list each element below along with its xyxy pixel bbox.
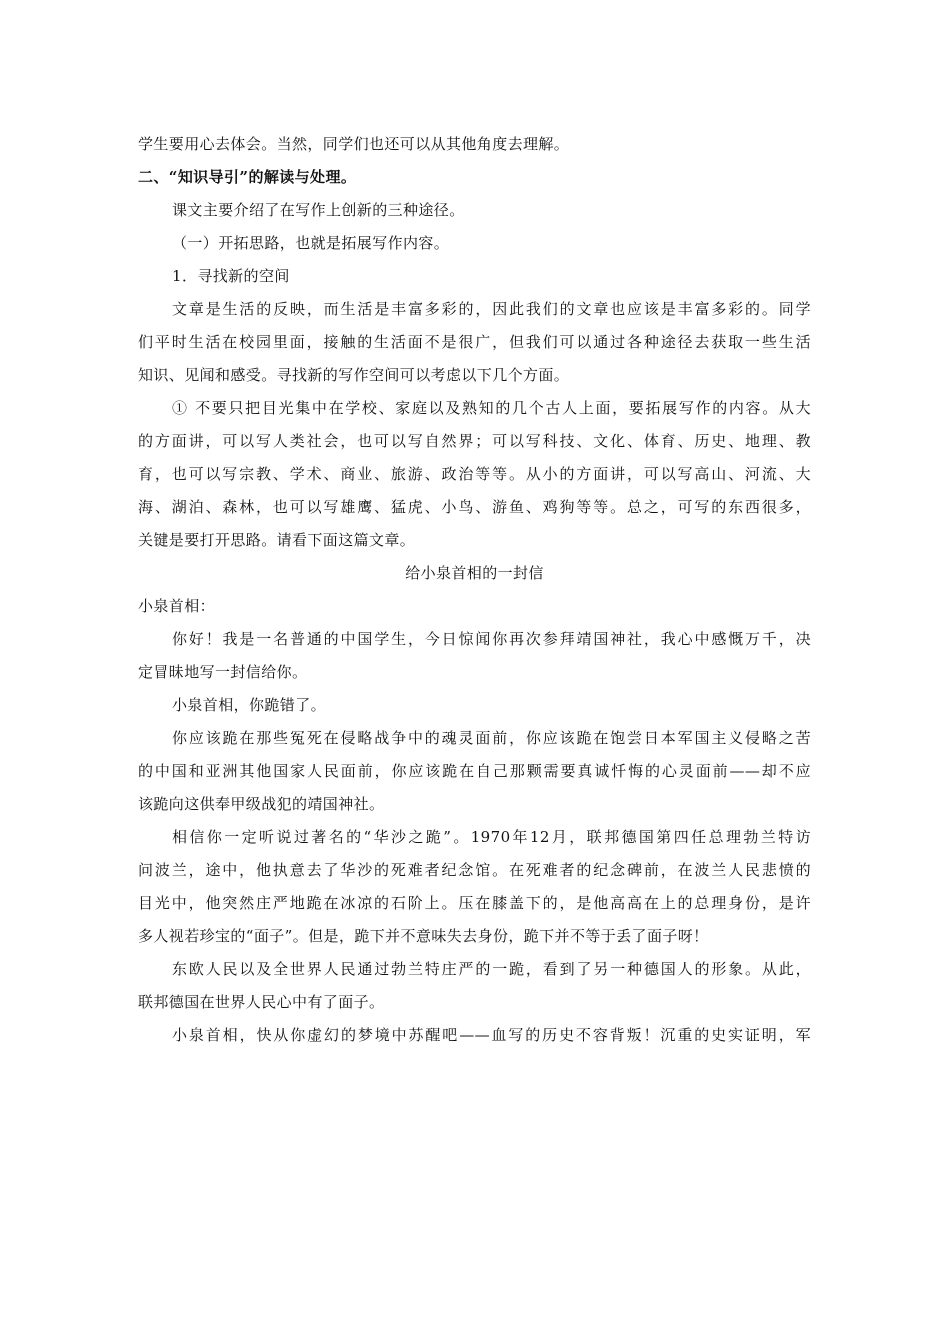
text-line: 们平时生活在校园里面，接触的生活面不是很广，但我们可以通过各种途径去获取一些生活	[138, 333, 811, 351]
numbered-item-heading: 1．寻找新的空间	[172, 267, 290, 285]
text-line: 东欧人民以及全世界人民通过勃兰特庄严的一跪，看到了另一种德国人的形象。从此，	[172, 960, 811, 978]
text-line: 的中国和亚洲其他国家人民面前，你应该跪在自己那颗需要真诚忏悔的心灵面前——却不应	[138, 762, 811, 780]
text-line: 相信你一定听说过著名的“华沙之跪”。1970年12月，联邦德国第四任总理勃兰特访	[172, 828, 811, 846]
text-line: 问波兰，途中，他执意去了华沙的死难者纪念馆。在死难者的纪念碑前，在波兰人民悲愤的	[138, 861, 811, 879]
text-line: 目光中，他突然庄严地跪在冰凉的石阶上。压在膝盖下的，是他高高在上的总理身份，是许	[138, 894, 811, 912]
text-line: 小泉首相，你跪错了。	[172, 696, 327, 714]
subsection-heading: （一）开拓思路，也就是拓展写作内容。	[172, 234, 450, 252]
text-line: 小泉首相，快从你虚幻的梦境中苏醒吧——血写的历史不容背叛！沉重的史实证明，军	[172, 1026, 811, 1044]
text-line: ① 不要只把目光集中在学校、家庭以及熟知的几个古人上面，要拓展写作的内容。从大	[172, 399, 811, 417]
section-heading: 二、“知识导引”的解读与处理。	[138, 168, 357, 186]
text-line: 课文主要介绍了在写作上创新的三种途径。	[172, 201, 465, 219]
letter-title: 给小泉首相的一封信	[405, 564, 544, 582]
letter-salutation: 小泉首相：	[138, 597, 216, 615]
text-line: 你好！我是一名普通的中国学生，今日惊闻你再次参拜靖国神社，我心中感慨万千，决	[172, 630, 811, 648]
text-line: 的方面讲，可以写人类社会，也可以写自然界；可以写科技、文化、体育、历史、地理、教	[138, 432, 811, 450]
text-line: 该跪向这供奉甲级战犯的靖国神社。	[138, 795, 385, 813]
text-line: 关键是要打开思路。请看下面这篇文章。	[138, 531, 416, 549]
text-line: 育，也可以写宗教、学术、商业、旅游、政治等等。从小的方面讲，可以写高山、河流、大	[138, 465, 811, 483]
text-line: 多人视若珍宝的“面子”。但是，跪下并不意味失去身份，跪下并不等于丢了面子呀！	[138, 927, 709, 945]
text-line: 学生要用心去体会。当然，同学们也还可以从其他角度去理解。	[138, 135, 570, 153]
text-line: 联邦德国在世界人民心中有了面子。	[138, 993, 385, 1011]
text-line: 知识、见闻和感受。寻找新的写作空间可以考虑以下几个方面。	[138, 366, 570, 384]
text-line: 海、湖泊、森林，也可以写雄鹰、猛虎、小鸟、游鱼、鸡狗等等。总之，可写的东西很多，	[138, 498, 811, 516]
document-page	[138, 128, 811, 1052]
text-line: 定冒昧地写一封信给你。	[138, 663, 308, 681]
text-line: 文章是生活的反映，而生活是丰富多彩的，因此我们的文章也应该是丰富多彩的。同学	[172, 300, 811, 318]
text-line: 你应该跪在那些冤死在侵略战争中的魂灵面前，你应该跪在饱尝日本军国主义侵略之苦	[172, 729, 811, 747]
